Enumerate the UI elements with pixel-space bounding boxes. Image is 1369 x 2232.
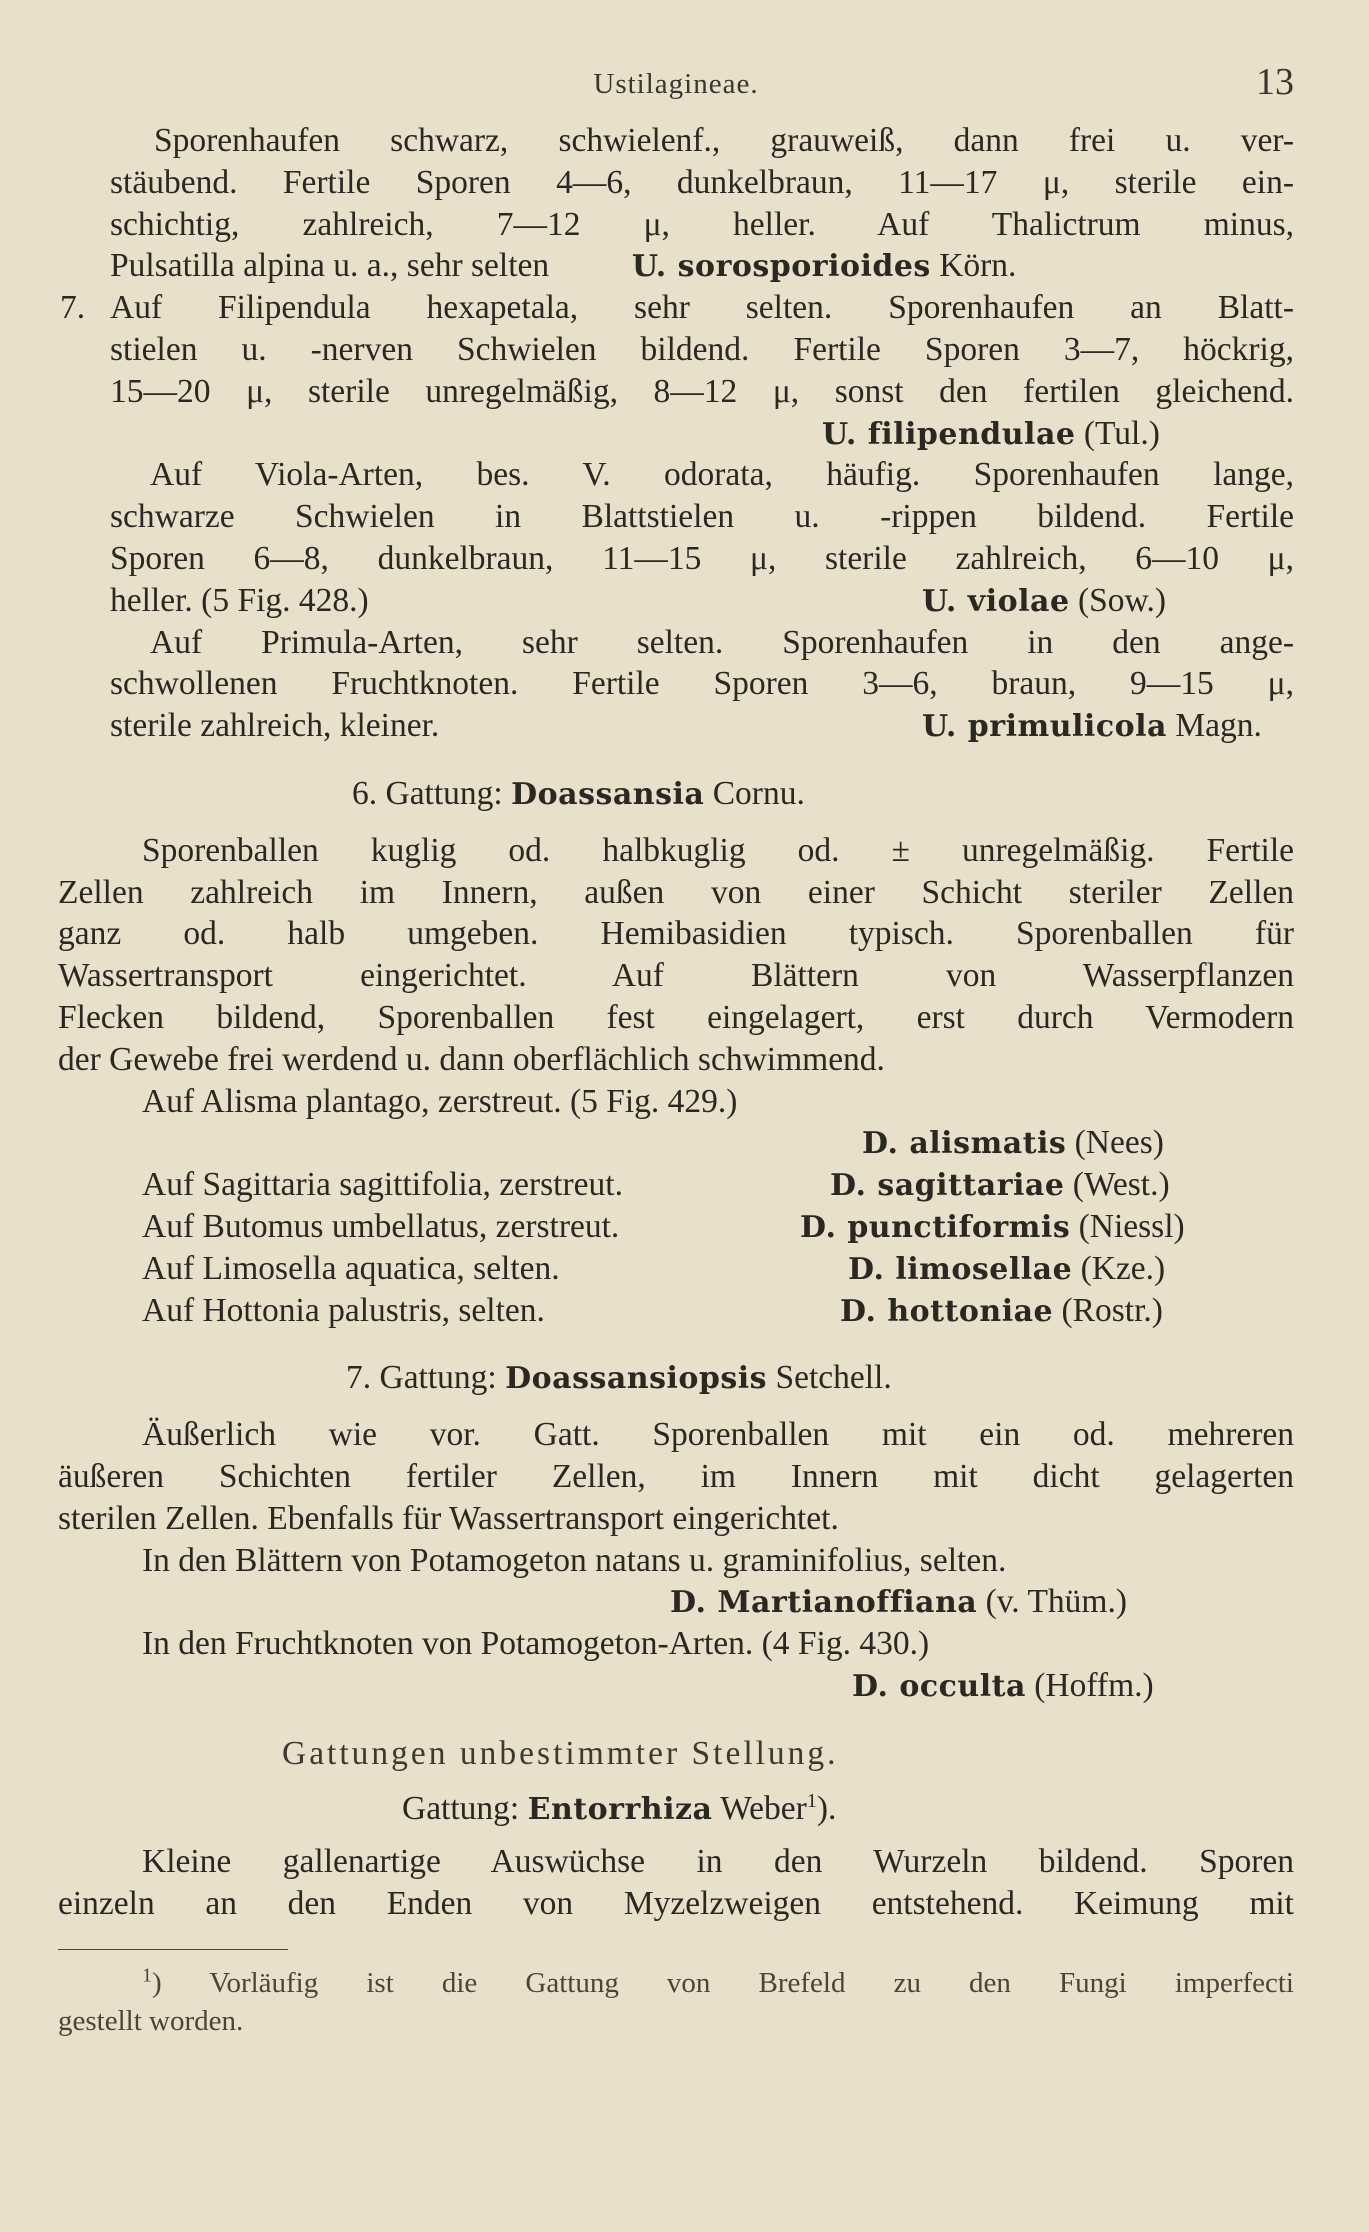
genus-doassansia [58,773,1294,1331]
genus-author: Setchell. [775,1359,892,1397]
species-name: U. primulicola [922,709,1167,745]
genus-heading [58,773,1294,816]
host-text: Auf Butomus umbellatus, zerstreut. [142,1207,620,1245]
footnote-line: gestellt worden. [58,2004,244,2037]
species-entry [58,1164,1294,1206]
text-line: schichtig, zahlreich, 7—12 μ, heller. Auf Thalictrum minus, [110,205,1294,243]
text-line [110,705,1294,747]
host-text: Auf Hottonia palustris, selten. [142,1291,545,1329]
footnote-ref: 1 [806,1790,817,1813]
species-name: D. alismatis [862,1126,1067,1162]
page [58,60,1294,2040]
entry-number: 7. [60,289,86,327]
genus-author: Weber [720,1790,807,1828]
host-text: sterile zahlreich, kleiner. [110,707,440,745]
text-line: sterilen Zellen. Ebenfalls für Wassertransport eingerichtet. [58,1499,839,1537]
species-name: D. limosellae [848,1251,1073,1287]
text-line: Auf Filipendula hexapetala, sehr selten. Sporenhaufen an Blatt- [110,289,1294,327]
species-author: (Sow.) [1077,581,1167,619]
species-entry [58,1206,1294,1248]
host-line: Auf Alisma plantago, zerstreut. (5 Fig. 429.) [142,1082,738,1120]
genus-author: Cornu. [712,774,805,812]
text-line: Sporenballen kuglig od. halbkuglig od. ± unregelmäßig. Fertile [142,831,1294,869]
host-text: Auf Limosella aquatica, selten. [142,1249,560,1287]
species-name: D. hottoniae [840,1293,1054,1329]
species-entry [58,1248,1294,1290]
text-line: Wassertransport eingerichtet. Auf Blättern von Wasserpflanzen [58,957,1294,995]
footnote-text: ) Vorläufig ist die Gattung von Brefeld zu den Fungi imperfecti [152,1966,1294,1999]
text-line [110,580,1294,622]
entry-filipendulae [58,287,1294,454]
spacer [58,1707,1294,1733]
species-line [58,1581,1294,1623]
spacer [58,1331,1294,1357]
footnote-rule [58,1949,288,1950]
text-line: Flecken bildend, Sporenballen fest eingelagert, erst durch Vermodern [58,998,1294,1036]
species-name: D. sagittariae [830,1168,1065,1204]
heading-end: ). [816,1790,837,1828]
section-heading: Gattungen unbestimmter Stellung. [282,1734,839,1772]
text-line: Kleine gallenartige Auswüchse in den Wurzeln bildend. Sporen [142,1843,1294,1881]
species-author: Magn. [1175,707,1262,745]
host-text: Auf Sagittaria sagittifolia, zerstreut. [142,1166,623,1204]
species-name: U. sorosporioides [631,249,931,285]
species-author: (West.) [1072,1166,1170,1204]
genus-name: Doassansia [511,776,705,812]
host-text: heller. (5 Fig. 428.) [110,581,369,619]
species-author: (Nees) [1074,1124,1164,1162]
footnote [58,1964,1294,2040]
text-line [110,245,1294,287]
footnote-mark: 1 [142,1964,152,1987]
page-number: 13 [1256,61,1294,103]
section-uncertain-genera [58,1733,1294,1925]
genus-prefix: 7. Gattung: [346,1359,497,1397]
genus-heading [58,1357,1294,1400]
text-line: Sporenhaufen schwarz, schwielenf., grauweiß, dann frei u. ver- [154,122,1294,159]
species-entry [58,1290,1294,1332]
text-line: schwollenen Fruchtknoten. Fertile Sporen 3—6, braun, 9—15 μ, [110,665,1294,703]
text-line: 15—20 μ, sterile unregelmäßig, 8—12 μ, sonst den fertilen gleichend. [110,372,1294,410]
text-line: äußeren Schichten fertiler Zellen, im Innern mit dicht gelagerten [58,1457,1294,1495]
text-line: Sporen 6—8, dunkelbraun, 11—15 μ, sterile zahlreich, 6—10 μ, [110,539,1294,577]
species-author: (Tul.) [1083,414,1160,452]
species-author: Körn. [939,247,1017,285]
page-header [58,60,1294,112]
genus-name: Entorrhiza [527,1792,713,1828]
species-name: D. punctiformis [800,1209,1071,1245]
text-line: ganz od. halb umgeben. Hemibasidien typisch. Sporenballen für [58,915,1294,953]
species-author: (Hoffm.) [1034,1666,1154,1704]
entry-primulicola [58,622,1294,747]
species-line [58,1665,1294,1707]
host-text: Pulsatilla alpina u. a., sehr selten [110,247,550,285]
text-line: Auf Primula-Arten, sehr selten. Sporenhaufen in den ange- [150,623,1294,661]
text-line: einzeln an den Enden von Myzelzweigen entstehend. Keimung mit [58,1885,1294,1923]
species-line [58,1122,1294,1164]
genus-prefix: Gattung: [402,1790,520,1828]
species-author: (Niessl) [1078,1207,1185,1245]
host-line: In den Blättern von Potamogeton natans u. graminifolius, selten. [142,1541,1007,1579]
species-author: (Rostr.) [1061,1291,1163,1329]
genus-prefix: 6. Gattung: [352,774,503,812]
footnote-line [58,1964,1294,2002]
text-line: der Gewebe frei werdend u. dann oberflächlich schwimmend. [58,1040,885,1078]
text-line: Äußerlich wie vor. Gatt. Sporenballen mit ein od. mehreren [142,1416,1294,1454]
species-name: U. violae [922,583,1070,619]
genus-name: Doassansiopsis [505,1361,768,1397]
entry-violae [58,454,1294,621]
species-name: D. Martianoffiana [670,1585,978,1621]
spacer [58,747,1294,773]
running-title: Ustilagineae. [593,68,759,100]
text-line: Zellen zahlreich im Innern, außen von einer Schicht steriler Zellen [58,873,1294,911]
text-line: schwarze Schwielen in Blattstielen u. -rippen bildend. Fertile [110,498,1294,536]
genus-heading [58,1788,1294,1831]
text-line: stielen u. -nerven Schwielen bildend. Fertile Sporen 3—7, höckrig, [110,330,1294,368]
species-line [110,413,1294,455]
species-name: D. occulta [852,1668,1026,1704]
host-line: In den Fruchtknoten von Potamogeton-Arten. (4 Fig. 430.) [142,1625,930,1663]
text-line: stäubend. Fertile Sporen 4—6, dunkelbraun, 11—17 μ, sterile ein- [110,163,1294,201]
species-author: (v. Thüm.) [985,1583,1128,1621]
text-line: Auf Viola-Arten, bes. V. odorata, häufig. Sporenhaufen lange, [150,456,1294,494]
genus-doassansiopsis [58,1357,1294,1706]
block-sorosporioides [58,120,1294,287]
species-name: U. filipendulae [822,416,1076,452]
species-author: (Kze.) [1080,1249,1166,1287]
